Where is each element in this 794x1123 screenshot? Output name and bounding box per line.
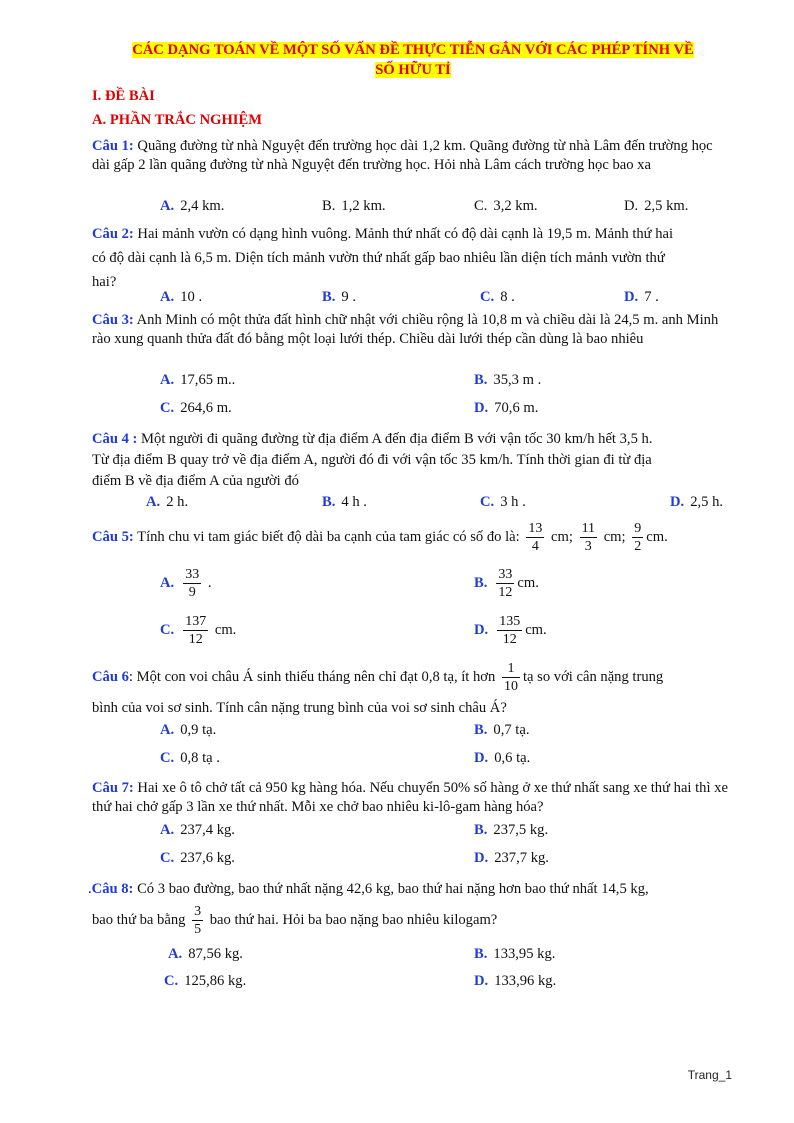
q1-option-b[interactable]: B. 1,2 km. (322, 198, 386, 214)
q8-option-a[interactable]: A. 87,56 kg. (168, 946, 243, 962)
title-line-1: CÁC DẠNG TOÁN VỀ MỘT SỐ VẤN ĐỀ THỰC TIỄN GẮN VỚI CÁC PHÉP TÍNH VỀ (132, 42, 694, 58)
question-1-text: Quãng đường từ nhà Nguyệt đến trường học dài 1,2 km. Quãng đường từ nhà Lâm đến trường học dài gấp 2 lần quãng đường từ nhà Nguyệt đến trường học. Hỏi nhà Lâm cách trường học bao xa (92, 138, 713, 173)
q2-option-c[interactable]: C. 8 . (480, 289, 515, 305)
q4-option-d[interactable]: D. 2,5 h. (670, 494, 724, 510)
question-8: .Câu 8: Có 3 bao đường, bao thứ nhất nặng 42,6 kg, bao thứ hai nặng hơn bao thứ nhất 14,5 kg, (88, 881, 649, 897)
q5-option-c[interactable]: C. $\frac{137}{12}$ cm. (160, 614, 237, 647)
q7-option-d[interactable]: D. 237,7 kg. (474, 850, 549, 866)
page-title (88, 40, 738, 80)
q5-option-b[interactable]: B. $\frac{33}{12}$ cm. (474, 567, 539, 600)
question-3-label: Câu 3: (92, 312, 134, 328)
q6-option-a[interactable]: A. 0,9 tạ. (160, 722, 217, 738)
q3-option-c[interactable]: C. 264,6 m. (160, 400, 232, 416)
q4-option-c[interactable]: C. 3 h . (480, 494, 526, 510)
q7-option-c[interactable]: C. 237,6 kg. (160, 850, 235, 866)
q1-option-d[interactable]: D. 2,5 km. (624, 198, 689, 214)
q7-option-a[interactable]: A. 237,4 kg. (160, 822, 235, 838)
question-4: Câu 4 : Một người đi quãng đường từ địa điểm A đến địa điểm B với vận tốc 30 km/h hết 3,5 h. Từ địa điểm B quay trở về địa điểm A, người đó đi với vận tốc 35 km/h. Tính thời gian đi từ địa điểm B về địa điểm A của người đó (92, 431, 653, 489)
question-7-label: Câu 7: (92, 780, 134, 796)
q3-option-b[interactable]: B. 35,3 m . (474, 372, 542, 388)
q6-option-d[interactable]: D. 0,6 tạ. (474, 750, 531, 766)
question-8-label: Câu 8: (91, 881, 134, 897)
question-7: Câu 7: Hai xe ô tô chở tất cả 950 kg hàng hóa. Nếu chuyển 50% số hàng ở xe thứ nhất sang xe thứ hai thì xe thứ hai chở gấp 3 lần xe thứ nhất. Mỗi xe chở bao nhiêu ki-lô-gam hàng hóa? (92, 780, 728, 815)
question-4-label: Câu 4 : (92, 431, 138, 447)
q8-option-d[interactable]: D. 133,96 kg. (474, 973, 557, 989)
q3-option-d[interactable]: D. 70,6 m. (474, 400, 539, 416)
question-2-label: Câu 2: (92, 226, 134, 242)
q1-option-c[interactable]: C. 3,2 km. (474, 198, 538, 214)
q6-option-b[interactable]: B. 0,7 tạ. (474, 722, 530, 738)
question-5-label: Câu 5: (92, 528, 134, 545)
question-6-line-2: bình của voi sơ sinh. Tính cân nặng trung bình của voi sơ sinh châu Á? (92, 700, 507, 716)
q6-option-c[interactable]: C. 0,8 tạ . (160, 750, 220, 766)
fraction-13-4: $\frac{13}{4}$ (528, 521, 543, 554)
question-6-label: Câu 6 (92, 668, 129, 685)
question-6: Câu 6: Một con voi châu Á sinh thiếu tháng nên chỉ đạt 0,8 tạ, ít hơn $\frac{1}{10}$ tạ so với cân nặng trung (92, 661, 664, 694)
question-1 (92, 137, 732, 174)
q2-option-d[interactable]: D. 7 . (624, 289, 659, 305)
q8-option-c[interactable]: C. 125,86 kg. (164, 973, 247, 989)
q4-option-a[interactable]: A. 2 h. (146, 494, 189, 510)
title-line-2: SỐ HỮU TỈ (375, 62, 451, 78)
q7-option-b[interactable]: B. 237,5 kg. (474, 822, 549, 838)
fraction-9-2: $\frac{9}{2}$ (634, 521, 642, 554)
q5-option-d[interactable]: D. $\frac{135}{12}$ cm. (474, 614, 547, 647)
q8-option-b[interactable]: B. 133,95 kg. (474, 946, 556, 962)
q2-option-a[interactable]: A. 10 . (160, 289, 203, 305)
fraction-11-3: $\frac{11}{3}$ (581, 521, 596, 554)
q1-option-a[interactable]: A. 2,4 km. (160, 198, 225, 214)
fraction-1-10: $\frac{1}{10}$ (503, 661, 518, 694)
q2-option-b[interactable]: B. 9 . (322, 289, 356, 305)
question-2: Câu 2: Hai mảnh vườn có dạng hình vuông. Mảnh thứ nhất có độ dài cạnh là 19,5 m. Mảnh thứ hai có độ dài cạnh là 6,5 m. Diện tích mảnh vườn thứ nhất gấp bao nhiêu lần diện tích mảnh vườn thứ hai? (92, 226, 674, 290)
question-3: Câu 3: Anh Minh có một thửa đất hình chữ nhật với chiều rộng là 10,8 m và chiều dài là 24,5 m. anh Minh rào xung quanh thửa đất đó bằng một loại lưới thép. Chiều dài lưới thép cần dùng là bao nhiêu (92, 312, 719, 347)
question-8-line-2: bao thứ ba bằng $\frac{3}{5}$ bao thứ hai. Hỏi ba bao nặng bao nhiêu kilogam? (92, 904, 498, 937)
section-heading-trac-nghiem: A. PHẦN TRẮC NGHIỆM (92, 112, 262, 128)
question-1-label: Câu 1: (92, 138, 134, 154)
question-5: Câu 5: Tính chu vi tam giác biết độ dài ba cạnh của tam giác có số đo là: $\frac{13}{4}$ cm; $\frac{11}{3}$ cm; $\frac{9}{2}$ cm. (92, 521, 668, 554)
q3-option-a[interactable]: A. 17,65 m.. (160, 372, 236, 388)
page-number: Trang_1 (687, 1068, 732, 1082)
q5-option-a[interactable]: A. $\frac{33}{9}$ . (160, 567, 212, 600)
section-heading-de-bai: I. ĐỀ BÀI (92, 88, 155, 104)
q4-option-b[interactable]: B. 4 h . (322, 494, 367, 510)
fraction-3-5: $\frac{3}{5}$ (194, 904, 202, 937)
